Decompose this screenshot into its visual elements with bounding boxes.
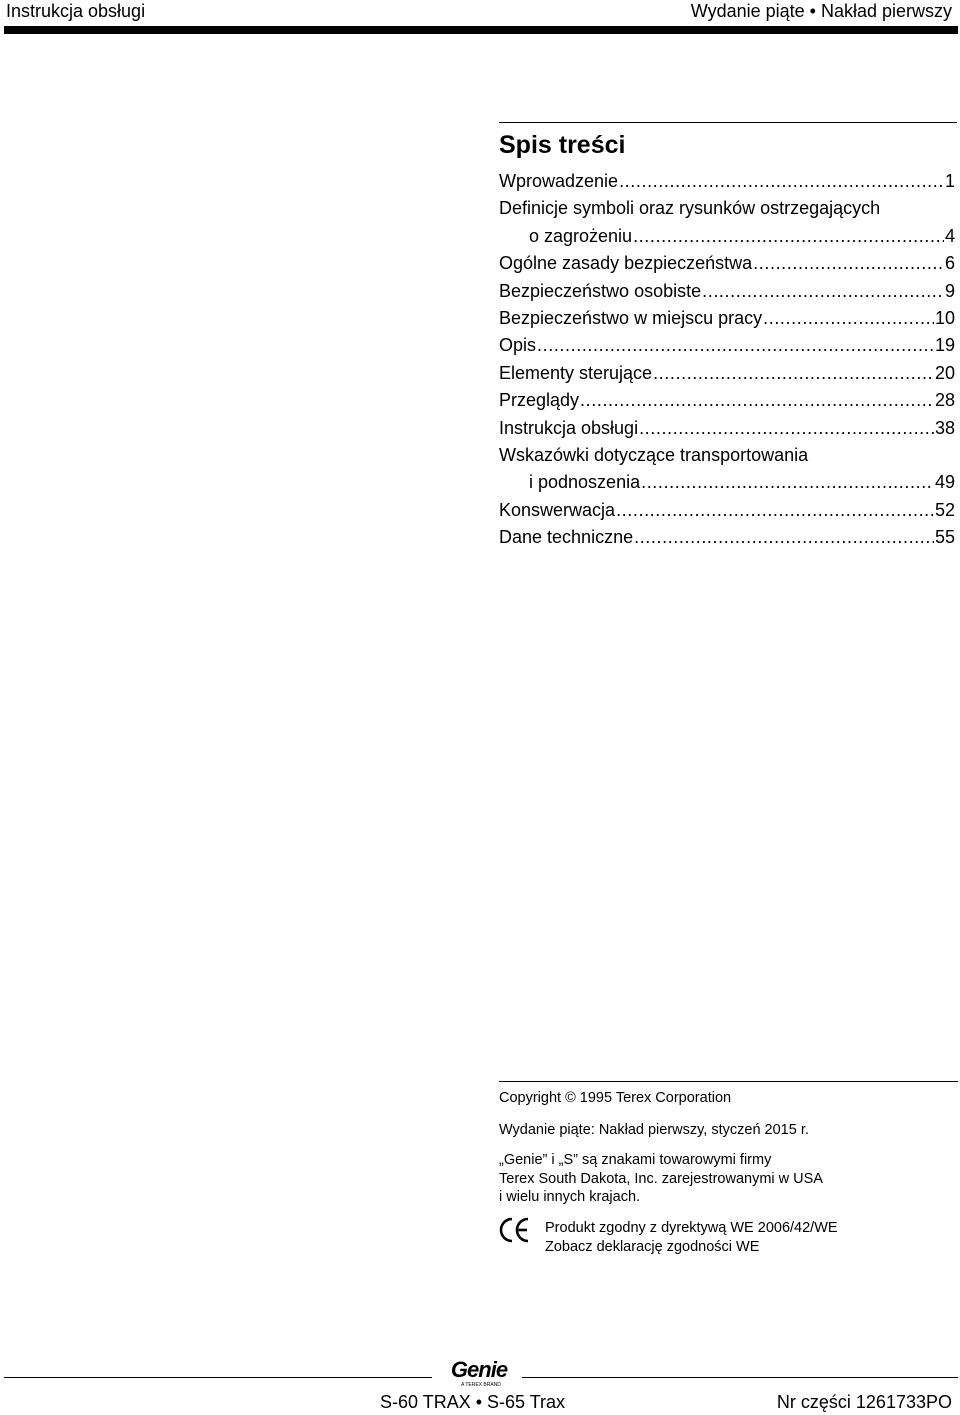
toc-item-page: 20 — [934, 362, 955, 383]
toc-item-label-continued: i podnoszenia — [529, 472, 641, 493]
toc-item-page: 9 — [944, 280, 955, 301]
footer-model: S-60 TRAX • S-65 Trax — [380, 1392, 566, 1412]
header-rule — [4, 26, 958, 34]
toc-item-label-continued: o zagrożeniu — [529, 225, 633, 246]
footer-rule-left — [4, 1377, 432, 1378]
toc-leader — [580, 387, 934, 414]
toc-item-page: 38 — [934, 417, 955, 438]
toc-item-label: Konswerwacja — [499, 499, 616, 520]
toc-item-ogolne-zasady[interactable] — [499, 250, 955, 277]
toc-item-opis[interactable] — [499, 332, 955, 359]
toc-item-label: Definicje symboli oraz rysunków ostrzegających — [499, 198, 881, 219]
toc-leader — [702, 278, 944, 305]
toc-leader — [763, 305, 934, 332]
svg-text:A TEREX BRAND: A TEREX BRAND — [461, 1382, 501, 1388]
trademark-line-3: i wielu innych krajach. — [499, 1189, 641, 1205]
toc-item-label: Bezpieczeństwo osobiste — [499, 280, 702, 301]
header-edition: Wydanie piąte • Nakład pierwszy — [690, 1, 952, 21]
conformity-line-1: Produkt zgodny z dyrektywą WE 2006/42/WE — [545, 1220, 838, 1236]
toc-item-label: Ogólne zasady bezpieczeństwa — [499, 253, 753, 274]
toc-item-label: Dane techniczne — [499, 527, 634, 548]
toc-item-definicje[interactable] — [499, 195, 955, 250]
conformity-line-2: Zobacz deklarację zgodności WE — [545, 1239, 760, 1255]
page-footer — [0, 1350, 960, 1415]
genie-logo — [441, 1354, 517, 1388]
toc-item-bezpieczenstwo-miejsce-pracy[interactable] — [499, 305, 955, 332]
footer-part-number: Nr części 1261733PO — [776, 1392, 952, 1412]
toc-leader — [616, 497, 934, 524]
toc-top-rule — [499, 122, 957, 123]
toc-item-label: Opis — [499, 335, 537, 356]
footer-rule-right — [522, 1377, 958, 1378]
header-manual-title: Instrukcja obsługi — [6, 1, 146, 21]
ce-mark-icon — [499, 1217, 531, 1243]
trademark-line-1: „Genie” i „S” są znakami towarowymi firmy — [499, 1152, 772, 1168]
trademark-line-2: Terex South Dakota, Inc. zarejestrowanymi w USA — [499, 1171, 823, 1187]
toc-list — [499, 168, 955, 551]
toc-item-label: Instrukcja obsługi — [499, 417, 639, 438]
toc-leader — [633, 223, 944, 250]
toc-item-label: Wprowadzenie — [499, 171, 619, 191]
toc-leader — [639, 415, 934, 442]
toc-item-label: Przeglądy — [499, 390, 580, 411]
toc-item-bezpieczenstwo-osobiste[interactable] — [499, 278, 955, 305]
toc-item-instrukcja-obslugi[interactable] — [499, 415, 955, 442]
toc-item-page: 28 — [934, 390, 955, 411]
toc-item-wprowadzenie[interactable] — [499, 168, 955, 195]
toc-item-page: 10 — [934, 307, 955, 328]
toc-leader — [653, 360, 934, 387]
toc-item-transport[interactable] — [499, 442, 955, 497]
toc-item-page: 1 — [944, 171, 955, 191]
toc-leader — [634, 524, 934, 551]
toc-item-page: 6 — [944, 253, 955, 274]
toc-item-elementy-sterujace[interactable] — [499, 360, 955, 387]
toc-item-page: 19 — [934, 335, 955, 356]
toc-leader — [619, 168, 944, 195]
toc-item-dane-techniczne[interactable] — [499, 524, 955, 551]
toc-title: Spis treści — [499, 131, 626, 159]
toc-item-page: 52 — [934, 499, 955, 520]
toc-leader — [753, 250, 944, 277]
toc-item-label: Elementy sterujące — [499, 362, 653, 383]
toc-leader — [641, 469, 934, 496]
toc-item-przeglady[interactable] — [499, 387, 955, 414]
toc-item-page: 49 — [934, 472, 955, 493]
toc-item-page: 55 — [934, 527, 955, 548]
page-header — [0, 0, 960, 36]
copyright-rule — [499, 1081, 958, 1082]
toc-item-label: Bezpieczeństwo w miejscu pracy — [499, 307, 763, 328]
toc-item-konserwacja[interactable] — [499, 497, 955, 524]
svg-text:Genie: Genie — [450, 1357, 508, 1382]
edition-line: Wydanie piąte: Nakład pierwszy, styczeń 2015 r. — [499, 1122, 809, 1138]
toc-item-page: 4 — [944, 225, 955, 246]
toc-leader — [537, 332, 934, 359]
toc-item-label: Wskazówki dotyczące transportowania — [499, 444, 809, 465]
copyright-line: Copyright © 1995 Terex Corporation — [499, 1090, 732, 1106]
